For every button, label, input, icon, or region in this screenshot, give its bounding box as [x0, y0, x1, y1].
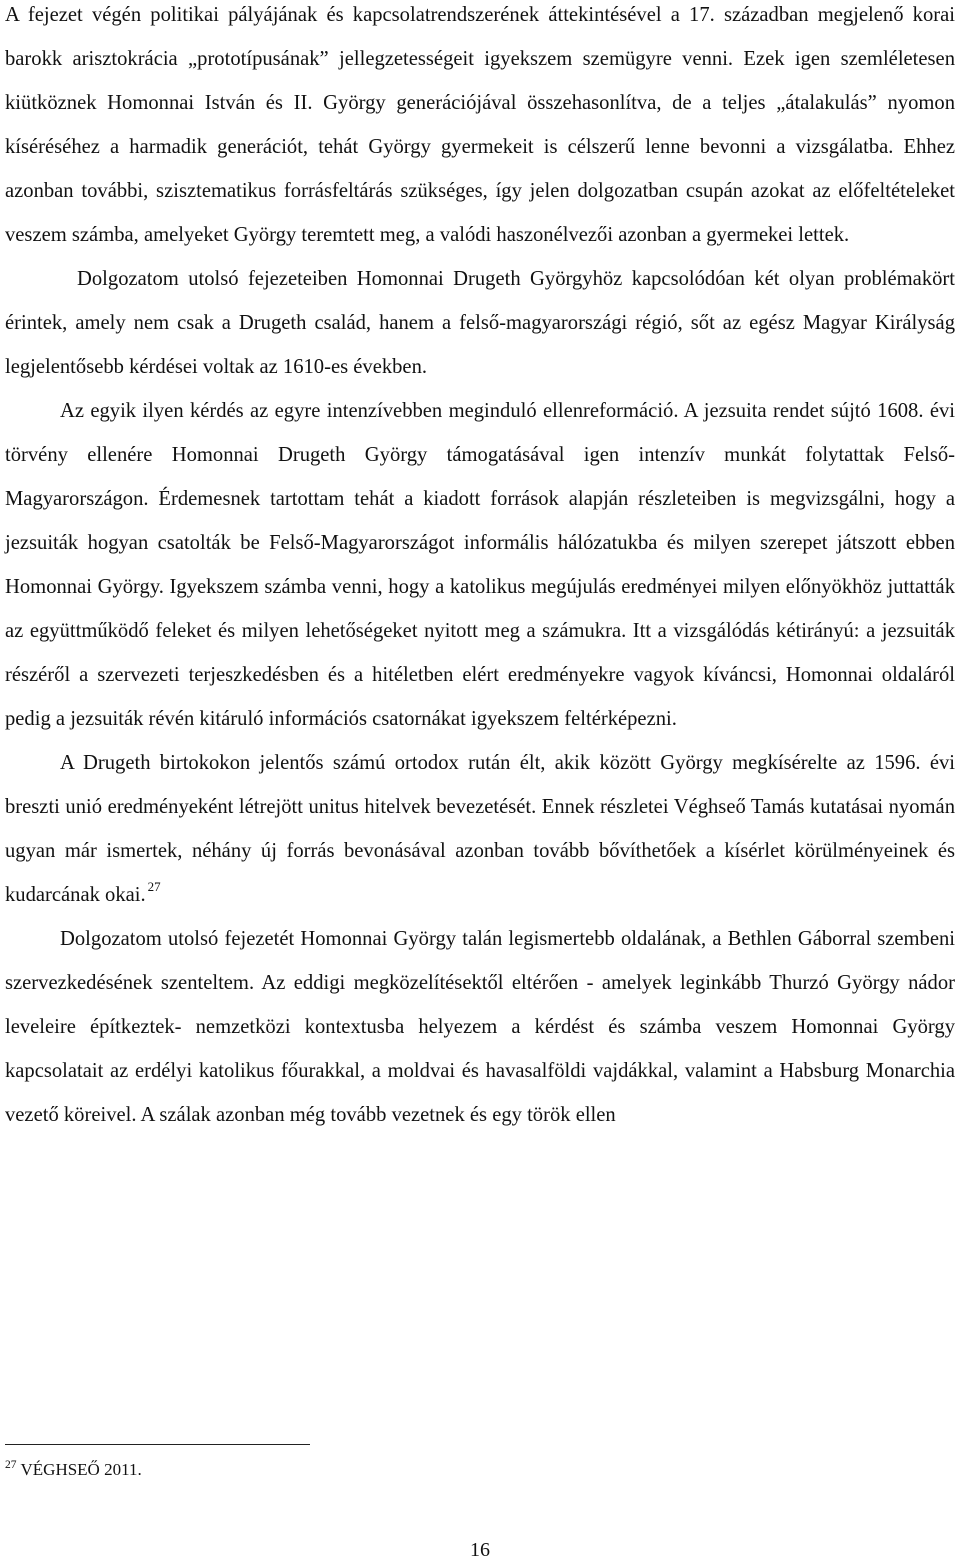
footnote-number: 27	[5, 1459, 17, 1471]
document-page	[5, 0, 955, 1563]
paragraph: Dolgozatom utolsó fejezeteiben Homonnai Drugeth Györgyhöz kapcsolódóan két olyan problémakört érintek, amely nem csak a Drugeth család, hanem a felső-magyarországi régió, sőt az egész Magyar Királyság legjelentősebb kérdései voltak az 1610-es években.	[5, 268, 955, 378]
footnote-separator	[5, 1444, 310, 1445]
paragraph: Dolgozatom utolsó fejezetét Homonnai György talán legismertebb oldalának, a Bethlen Gáborral szembeni szervezkedésének szenteltem. Az eddigi megközelítésektől eltérően - amelyek leginkább Thurzó György nádor leveleire építkeztek- nemzetközi kontextusba helyezem a kérdést és számba veszem Homonnai György kapcsolatait az erdélyi katolikus főurakkal, a moldvai és havasalföldi vajdákkal, valamint a Habsburg Monarchia vezető köreivel. A szálak azonban még tovább vezetnek és egy török ellen	[5, 928, 955, 1126]
footnote-text: VÉGHSEŐ 2011.	[20, 1460, 142, 1479]
footnote-reference[interactable]: 27	[147, 879, 161, 894]
paragraph: A fejezet végén politikai pályájának és kapcsolatrendszerének áttekintésével a 17. században megjelenő korai barokk arisztokrácia „prototípusának” jellegzetességeit igyekszem szemügyre venni. Ezek igen szemléletesen kiütköznek Homonnai István és II. György generációjával összehasonlítva, de a teljes „átalakulás” nyomon kíséréséhez a harmadik generációt, tehát György gyermekeit is célszerű lenne bevonni a vizsgálatba. Ehhez azonban további, szisztematikus forrásfeltárás szükséges, így jelen dolgozatban csupán azokat az előfeltételeket veszem számba, amelyeket György teremtett meg, a valódi haszonélvezői azonban a gyermekei lettek.	[5, 4, 955, 246]
paragraph	[5, 741, 955, 917]
paragraph-text: A Drugeth birtokokon jelentős számú ortodox rután élt, akik között György megkísérelte az 1596. évi breszti unió eredményeként létrejött unitus hitelvek bevezetését. Ennek részletei Véghseő Tamás kutatásai nyomán ugyan már ismertek, néhány új forrás bevonásával azonban tovább bővíthetőek a kísérlet körülményeinek és kudarcának okai.	[5, 752, 955, 906]
footnote	[5, 1458, 142, 1482]
body-text	[5, 0, 955, 1137]
page-number: 16	[470, 1539, 490, 1561]
paragraph: Az egyik ilyen kérdés az egyre intenzívebben meginduló ellenreformáció. A jezsuita rendet sújtó 1608. évi törvény ellenére Homonnai Drugeth György támogatásával igen intenzív munkát folytattak Felső-Magyarországon. Érdemesnek tartottam tehát a kiadott források alapján részleteiben is megvizsgálni, hogy a jezsuiták hogyan csatolták be Felső-Magyarországot informális hálózatukba és milyen szerepet játszott ebben Homonnai György. Igyekszem számba venni, hogy a katolikus megújulás eredményei milyen előnyökhöz juttatták az együttműködő feleket és milyen lehetőségeket nyitott meg a számukra. Itt a vizsgálódás kétirányú: a jezsuiták részéről a szervezeti terjeszkedésben és a hitéletben elért eredményekre vagyok kíváncsi, Homonnai oldaláról pedig a jezsuiták révén kitáruló információs csatornákat igyekszem feltérképezni.	[5, 400, 955, 730]
